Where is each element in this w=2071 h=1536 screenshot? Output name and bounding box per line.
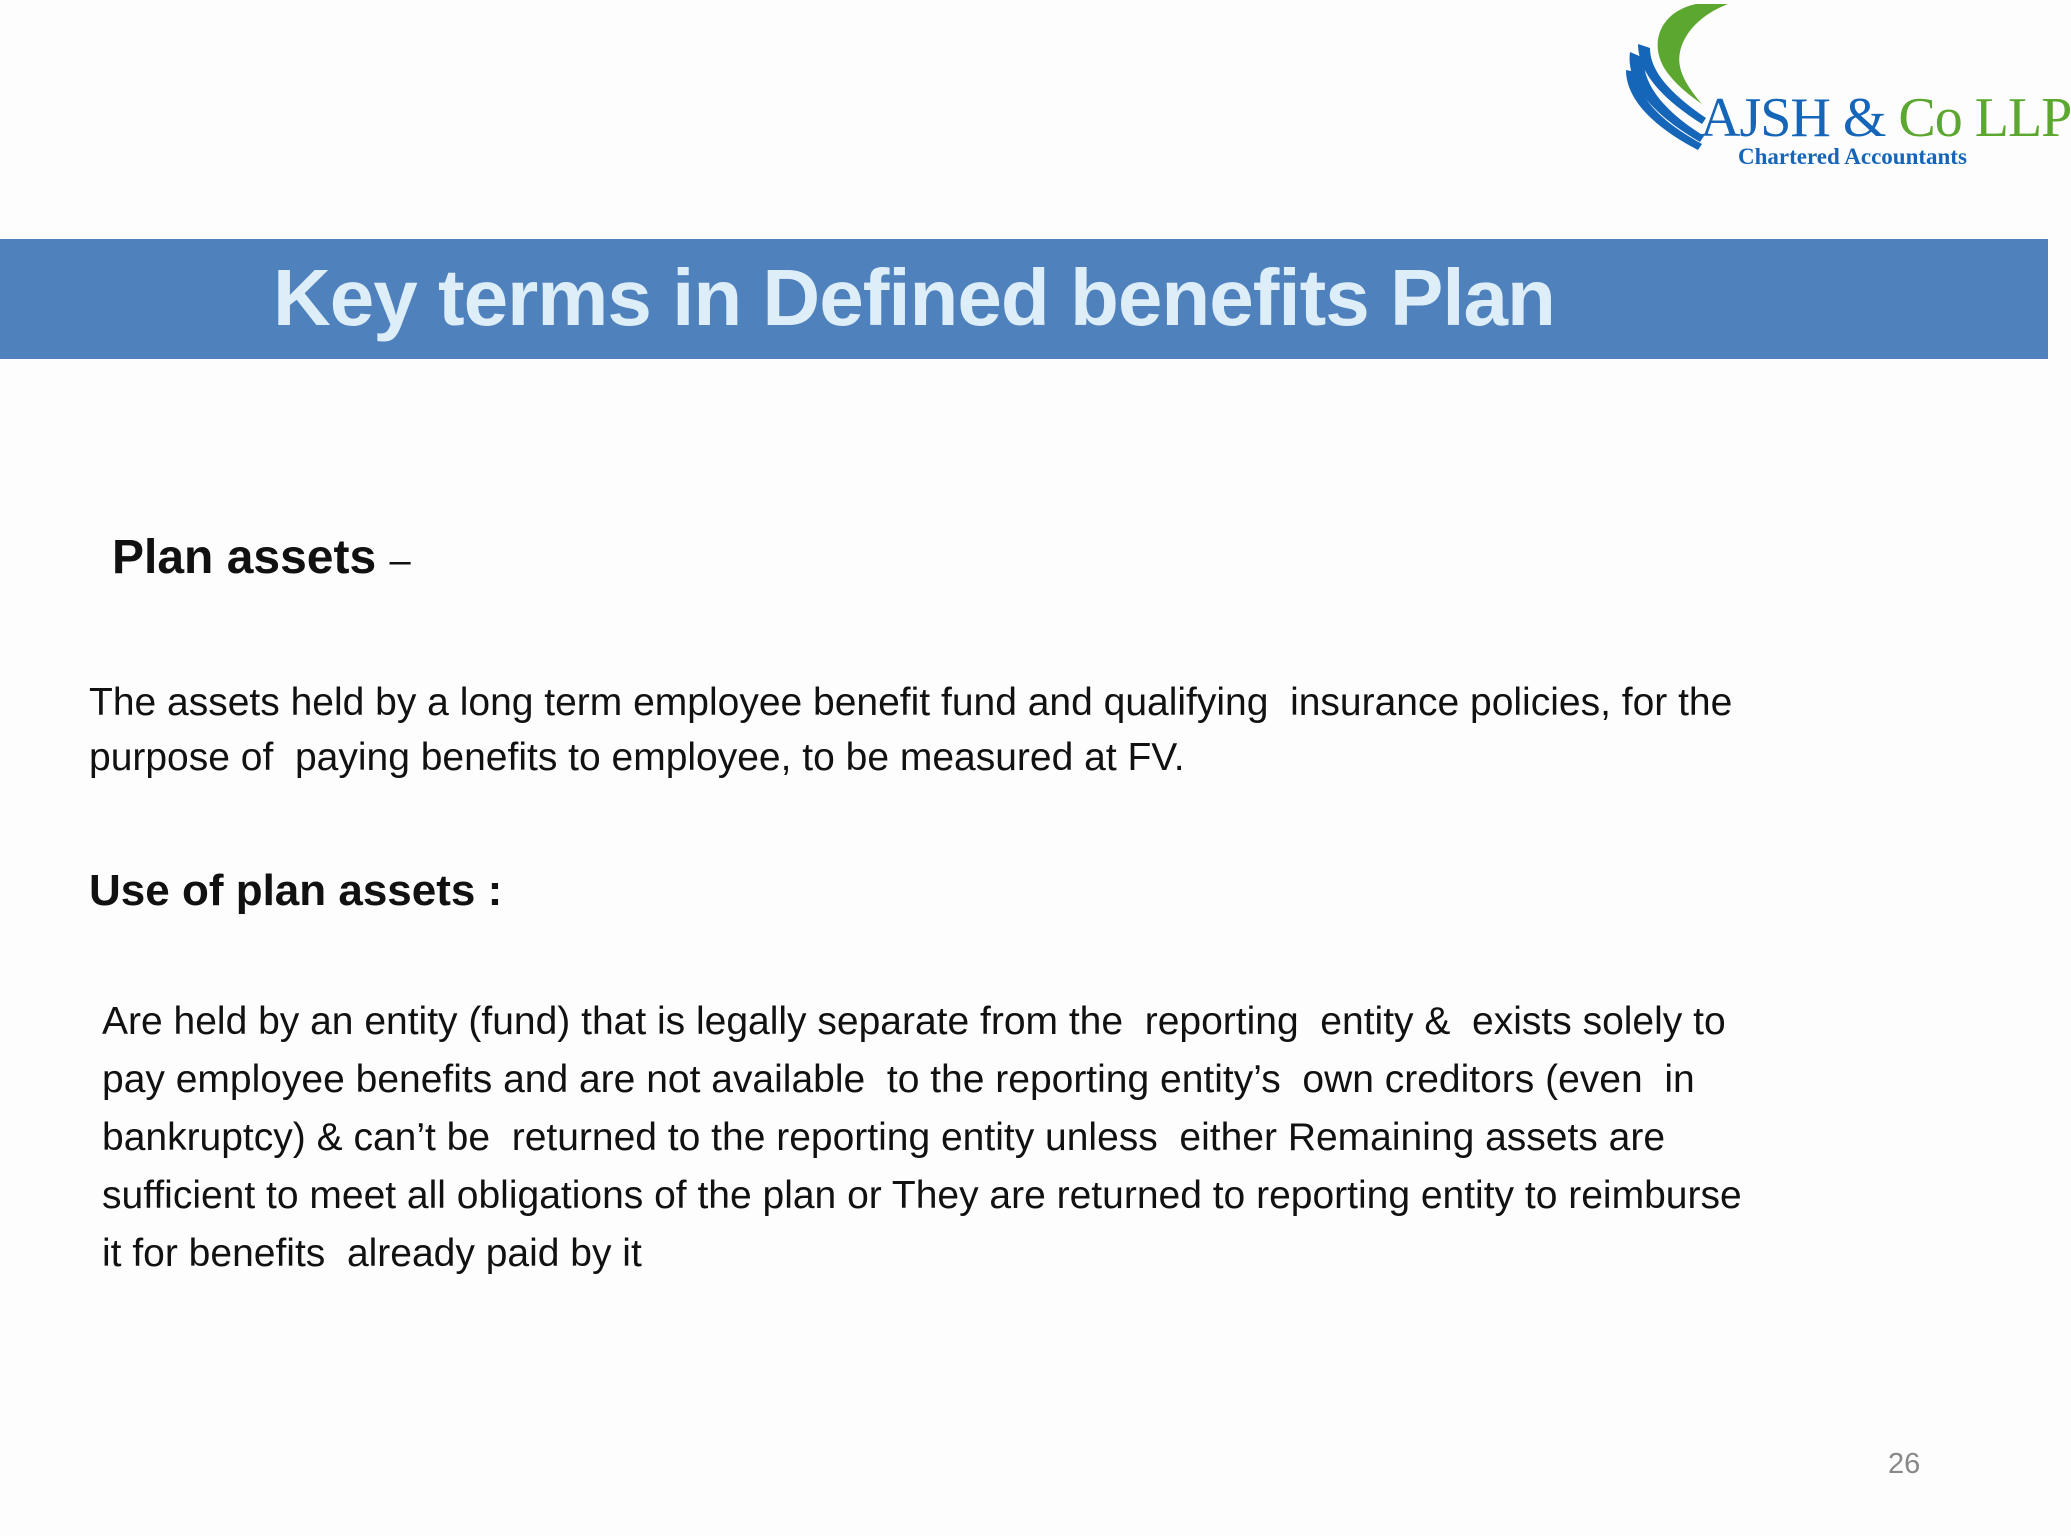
- plan-assets-heading: [112, 530, 411, 585]
- plan-assets-heading-dash: –: [389, 540, 411, 582]
- plan-assets-heading-label: Plan assets: [112, 531, 377, 584]
- use-of-plan-assets-heading: Use of plan assets :: [89, 866, 503, 915]
- logo-subtitle: Chartered Accountants: [1738, 144, 1967, 169]
- use-of-plan-assets-text: Are held by an entity (fund) that is legally separate from the reporting entity & exists solely to pay employee benefits and are not available to the reporting entity’s own creditors (even in bankruptcy) & can’t be returned to the reporting entity unless either Remaining assets are sufficient to meet all obligations of the plan or They are returned to reporting entity to reimburse it for benefits already paid by it: [102, 1000, 1742, 1275]
- plan-assets-definition: The assets held by a long term employee benefit fund and qualifying insurance policies, for the purpose of paying benefits to employee, to be measured at FV.: [89, 681, 1733, 779]
- logo-company-name: [1700, 86, 2071, 150]
- page-number: 26: [1888, 1448, 1921, 1480]
- company-logo: [1618, 0, 2071, 225]
- slide-title: Key terms in Defined benefits Plan: [273, 253, 1555, 342]
- logo-company-co: Co LLP: [1898, 87, 2071, 149]
- logo-company-main: AJSH &: [1700, 87, 1899, 149]
